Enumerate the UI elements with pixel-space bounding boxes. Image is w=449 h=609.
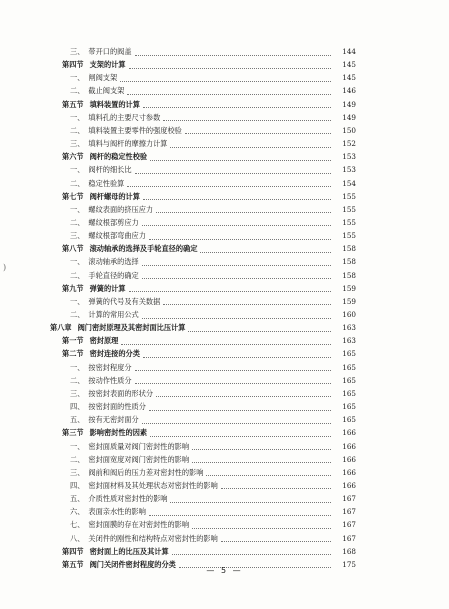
toc-entry-title: 密封原理 [89, 336, 119, 346]
dot-leader [127, 186, 331, 187]
toc-entry-number: 一、 [70, 73, 85, 83]
toc-entry[interactable] [0, 321, 356, 335]
toc-entry-page: 167 [342, 507, 356, 517]
toc-entry-number: 第七节 [62, 191, 84, 201]
toc-entry-page: 158 [342, 270, 356, 280]
toc-entry-label [70, 453, 189, 467]
toc-entry-label [70, 163, 132, 177]
toc-entry-number: 三、 [70, 231, 85, 241]
toc-entry-title: 密封面材料及其处理状态对密封性的影响 [88, 480, 218, 490]
dot-leader [206, 475, 331, 476]
toc-entry-page: 154 [342, 178, 356, 188]
toc-entry-label [70, 532, 218, 546]
dot-leader [129, 291, 331, 292]
dot-leader [135, 55, 331, 56]
toc-entry-label [70, 111, 160, 125]
toc-entry-page: 166 [342, 480, 356, 490]
toc-entry-page: 152 [342, 139, 356, 149]
toc-entry[interactable] [0, 71, 356, 85]
toc-entry[interactable] [0, 45, 356, 59]
toc-entry-number: 二、 [70, 310, 85, 319]
toc-entry-title: 闸阀支架 [88, 73, 118, 83]
dot-leader [156, 212, 331, 213]
dot-leader [142, 318, 331, 319]
toc-entry-title: 阀杆的稳定性校验 [89, 152, 148, 162]
toc-entry-title: 滚动轴承的选择及手轮直径的确定 [89, 244, 198, 254]
toc-entry-page: 158 [342, 257, 356, 267]
toc-entry[interactable] [0, 334, 356, 348]
toc-entry-page: 165 [342, 402, 356, 412]
toc-entry-title: 按有无密封面分 [88, 415, 139, 425]
toc-entry-page: 166 [342, 467, 356, 477]
dot-leader [149, 239, 331, 240]
toc-entry-title: 手轮直径的确定 [88, 270, 139, 280]
dot-leader [188, 331, 331, 332]
toc-entry-number: 第八章 [50, 323, 72, 333]
toc-entry-page: 146 [342, 86, 356, 96]
toc-entry-label [70, 308, 139, 322]
toc-entry-title: 密封连接的分类 [89, 349, 140, 359]
toc-entry-label [50, 321, 185, 335]
toc-entry-number: 二、 [70, 178, 85, 188]
toc-entry-number: 五、 [70, 415, 85, 425]
toc-entry-number: 二、 [70, 375, 85, 385]
dot-leader [156, 396, 331, 397]
toc-entry-label [70, 177, 124, 191]
toc-entry-title: 稳定性验算 [88, 178, 125, 188]
toc-entry-number: 一、 [70, 112, 85, 122]
toc-entry-number: 四、 [70, 402, 85, 412]
toc-entry-number: 四、 [70, 480, 85, 490]
dot-leader [163, 304, 331, 305]
toc-entry-label [70, 505, 146, 519]
toc-entry-label [70, 269, 139, 283]
toc-entry[interactable] [0, 203, 356, 217]
toc-entry-title: 螺纹根部剪应力 [88, 217, 139, 227]
toc-entry-label [70, 492, 167, 506]
dot-leader [170, 147, 331, 148]
toc-entry-label [70, 124, 182, 138]
toc-entry[interactable] [0, 413, 356, 427]
toc-entry-label [70, 479, 218, 493]
toc-entry-page: 159 [342, 283, 356, 293]
dot-leader [143, 107, 331, 108]
toc-entry[interactable] [0, 347, 356, 361]
toc-entry-label [70, 466, 203, 480]
toc-entry-title: 滚动轴承的选择 [88, 257, 139, 267]
toc-entry-number: 第五节 [62, 99, 84, 109]
dot-leader [200, 252, 331, 253]
toc-entry-number: 第四节 [62, 60, 84, 70]
toc-entry-title: 计算的常用公式 [88, 310, 139, 319]
toc-entry[interactable] [0, 374, 356, 388]
toc-entry-title: 填料装置的计算 [89, 99, 140, 109]
toc-entry-label [62, 190, 140, 204]
toc-entry-number: 第五节 [62, 559, 84, 569]
toc-entry-label [70, 84, 124, 98]
dot-leader [143, 199, 331, 200]
dot-leader [142, 225, 331, 226]
toc-entry-label [70, 374, 132, 388]
toc-entry-label [70, 440, 189, 454]
toc-entry[interactable] [0, 361, 356, 375]
dot-leader [142, 265, 331, 266]
dot-leader [172, 554, 331, 555]
toc-entry-number: 三、 [70, 47, 85, 56]
toc-entry[interactable] [0, 163, 356, 177]
toc-entry[interactable] [0, 505, 356, 519]
dot-leader [142, 278, 331, 279]
toc-entry-page: 166 [342, 441, 356, 451]
toc-entry-title: 填料与阀杆的摩擦力计算 [88, 139, 168, 149]
toc-entry[interactable] [0, 400, 356, 414]
toc-entry[interactable] [0, 269, 356, 283]
toc-entry-title: 截止阀支架 [88, 86, 125, 96]
toc-entry-title: 弹簧的计算 [89, 283, 126, 293]
toc-entry-title: 阀前和阀后的压力差对密封性的影响 [88, 467, 204, 477]
toc-entry-page: 158 [342, 244, 356, 254]
margin-mark: ) [3, 263, 7, 272]
toc-entry-number: 三、 [70, 139, 85, 149]
toc-entry-number: 七、 [70, 520, 85, 530]
toc-entry-label [70, 255, 139, 269]
dot-leader [142, 423, 331, 424]
toc-entry-number: 第二节 [62, 349, 84, 359]
toc-entry[interactable] [0, 440, 356, 454]
toc-entry-title: 填料孔的主要尺寸参数 [88, 112, 161, 122]
toc-entry[interactable] [0, 242, 356, 256]
toc-entry-page: 175 [342, 559, 356, 569]
toc-entry-label [62, 282, 126, 296]
toc-entry-label [62, 98, 140, 112]
toc-entry[interactable] [0, 466, 356, 480]
toc-entry-page: 168 [342, 546, 356, 556]
toc-entry-number: 第九节 [62, 283, 84, 293]
toc-entry-number: 八、 [70, 533, 85, 543]
toc-entry-title: 按密封面的性质分 [88, 402, 146, 412]
toc-entry-page: 144 [342, 47, 356, 56]
toc-entry-page: 167 [342, 533, 356, 543]
dot-leader [192, 528, 331, 529]
toc-entry-title: 密封面宽度对阀门密封性的影响 [88, 454, 190, 464]
toc-entry-title: 按密封表面的形状分 [88, 388, 154, 398]
dot-leader [149, 410, 331, 411]
toc-entry[interactable] [0, 229, 356, 243]
toc-entry-title: 按动作性质分 [88, 375, 132, 385]
dot-leader [129, 68, 331, 69]
toc-entry-title: 阀杆螺母的计算 [89, 191, 140, 201]
toc-entry-number: 一、 [70, 165, 85, 175]
toc-entry-page: 153 [342, 152, 356, 162]
toc-entry-title: 阀门密封原理及其密封面比压计算 [77, 323, 186, 333]
toc-entry-page: 145 [342, 60, 356, 70]
toc-entry-label [70, 387, 153, 401]
toc-entry-page: 149 [342, 112, 356, 122]
toc-entry-label [70, 229, 146, 243]
toc-entry-page: 165 [342, 388, 356, 398]
toc-entry-title: 密封面质量对阀门密封性的影响 [88, 441, 190, 451]
dot-leader [192, 449, 331, 450]
toc-entry-page: 155 [342, 204, 356, 214]
toc-entry-number: 第一节 [62, 336, 84, 346]
toc-entry[interactable] [0, 58, 356, 72]
dot-leader [127, 94, 331, 95]
toc-entry-label [70, 413, 139, 427]
toc-entry-page: 167 [342, 520, 356, 530]
toc-entry-number: 二、 [70, 125, 85, 135]
toc-entry-page: 165 [342, 349, 356, 359]
toc-entry[interactable] [0, 426, 356, 440]
toc-entry-number: 二、 [70, 86, 85, 96]
toc-entry-title: 支架的计算 [89, 60, 126, 70]
toc-entry-label [62, 58, 126, 72]
dot-leader [221, 488, 331, 489]
toc-entry-label [70, 216, 139, 230]
toc-entry-title: 表面亲水性的影响 [88, 507, 146, 517]
toc-entry-title: 弹簧的代号及有关数据 [88, 296, 161, 306]
dot-leader [121, 344, 331, 345]
toc-entry-label [62, 545, 169, 559]
toc-entry-label [70, 45, 132, 59]
toc-entry-page: 165 [342, 415, 356, 425]
dot-leader [149, 515, 331, 516]
toc-entry-title: 带开口的阀盖 [88, 47, 132, 56]
toc-entry-page: 166 [342, 428, 356, 438]
toc-entry-number: 二、 [70, 454, 85, 464]
toc-entry-page: 163 [342, 323, 356, 333]
toc-entry-page: 167 [342, 494, 356, 504]
toc-entry[interactable] [0, 190, 356, 204]
toc-entry-number: 二、 [70, 270, 85, 280]
toc-entry-number: 五、 [70, 494, 85, 504]
toc-entry-number: 第三节 [62, 428, 84, 438]
toc-entry-label [70, 203, 153, 217]
toc-entry-number: 第四节 [62, 546, 84, 556]
page-number: — 5 — [206, 566, 243, 575]
toc-entry-label [62, 334, 118, 348]
toc-entry-title: 螺纹根部弯曲应力 [88, 231, 146, 241]
dot-leader [185, 133, 331, 134]
toc-entry-label [70, 71, 117, 85]
toc-entry[interactable] [0, 532, 356, 546]
toc-entry[interactable] [0, 479, 356, 493]
toc-entry-label [70, 361, 132, 375]
toc-entry[interactable] [0, 216, 356, 230]
toc-entry[interactable] [0, 387, 356, 401]
toc-entry[interactable] [0, 137, 356, 151]
toc-entry-page: 159 [342, 296, 356, 306]
toc-entry[interactable] [0, 255, 356, 269]
toc-entry-page: 155 [342, 191, 356, 201]
toc-entry-number: 一、 [70, 204, 85, 214]
toc-entry[interactable] [0, 453, 356, 467]
dot-leader [221, 541, 331, 542]
toc-entry-page: 165 [342, 375, 356, 385]
dot-leader [150, 436, 331, 437]
toc-entry-page: 166 [342, 454, 356, 464]
toc-entry-label [62, 347, 140, 361]
toc-entry-page: 155 [342, 231, 356, 241]
toc-entry[interactable] [0, 150, 356, 164]
toc-entry[interactable] [0, 282, 356, 296]
toc-entry-number: 第六节 [62, 152, 84, 162]
toc-entry-title: 阀杆的细长比 [88, 165, 132, 175]
toc-entry[interactable] [0, 124, 356, 138]
toc-entry-page: 163 [342, 336, 356, 346]
toc-entry-page: 160 [342, 310, 356, 319]
toc-entry-page: 165 [342, 362, 356, 372]
toc-entry-title: 关闭件的刚性和结构特点对密封性的影响 [88, 533, 218, 543]
toc-entry-number: 一、 [70, 296, 85, 306]
toc-entry-number: 六、 [70, 507, 85, 517]
toc-entry-number: 三、 [70, 467, 85, 477]
toc-entry[interactable] [0, 111, 356, 125]
toc-entry-label [70, 295, 160, 309]
toc-entry[interactable] [0, 545, 356, 559]
toc-entry-number: 一、 [70, 362, 85, 372]
toc-entry[interactable] [0, 308, 356, 322]
toc-entry-page: 155 [342, 217, 356, 227]
toc-entry-title: 影响密封性的因素 [89, 428, 148, 438]
dot-leader [135, 173, 331, 174]
toc-entry-label [70, 518, 189, 532]
toc-entry-number: 一、 [70, 257, 85, 267]
toc-entry-label [62, 242, 197, 256]
toc-entry-title: 填料装置主要零件的强度校验 [88, 125, 182, 135]
dot-leader [135, 370, 331, 371]
toc-entry-page: 149 [342, 99, 356, 109]
toc-entry-label [70, 137, 167, 151]
toc-entry-page: 145 [342, 73, 356, 83]
toc-entry-page: 153 [342, 165, 356, 175]
dot-leader [120, 81, 331, 82]
toc-entry-title: 螺纹表面的挤压应力 [88, 204, 154, 214]
toc-entry[interactable] [0, 98, 356, 112]
dot-leader [170, 502, 331, 503]
toc-entry-number: 一、 [70, 441, 85, 451]
toc-entry-number: 三、 [70, 388, 85, 398]
toc-entry-label [70, 400, 146, 414]
toc-entry-number: 第八节 [62, 244, 84, 254]
dot-leader [143, 357, 331, 358]
toc-entry-title: 介质性质对密封性的影响 [88, 494, 168, 504]
dot-leader [163, 120, 331, 121]
dot-leader [192, 462, 331, 463]
dot-leader [135, 383, 331, 384]
toc-entry-title: 密封面上的比压及其计算 [89, 546, 169, 556]
toc-entry-title: 阀门关闭件密封程度的分类 [89, 559, 176, 569]
toc-entry-label [62, 426, 147, 440]
toc-entry[interactable] [0, 84, 356, 98]
toc-entry[interactable] [0, 295, 356, 309]
toc-entry-title: 密封面膜的存在对密封性的影响 [88, 520, 190, 530]
toc-entry-title: 按密封程度分 [88, 362, 132, 372]
toc-entry[interactable] [0, 518, 356, 532]
dot-leader [150, 160, 331, 161]
toc-entry-label [62, 150, 147, 164]
toc-entry-number: 二、 [70, 217, 85, 227]
toc-entry-page: 150 [342, 125, 356, 135]
toc-entry[interactable] [0, 492, 356, 506]
toc-entry[interactable] [0, 177, 356, 191]
